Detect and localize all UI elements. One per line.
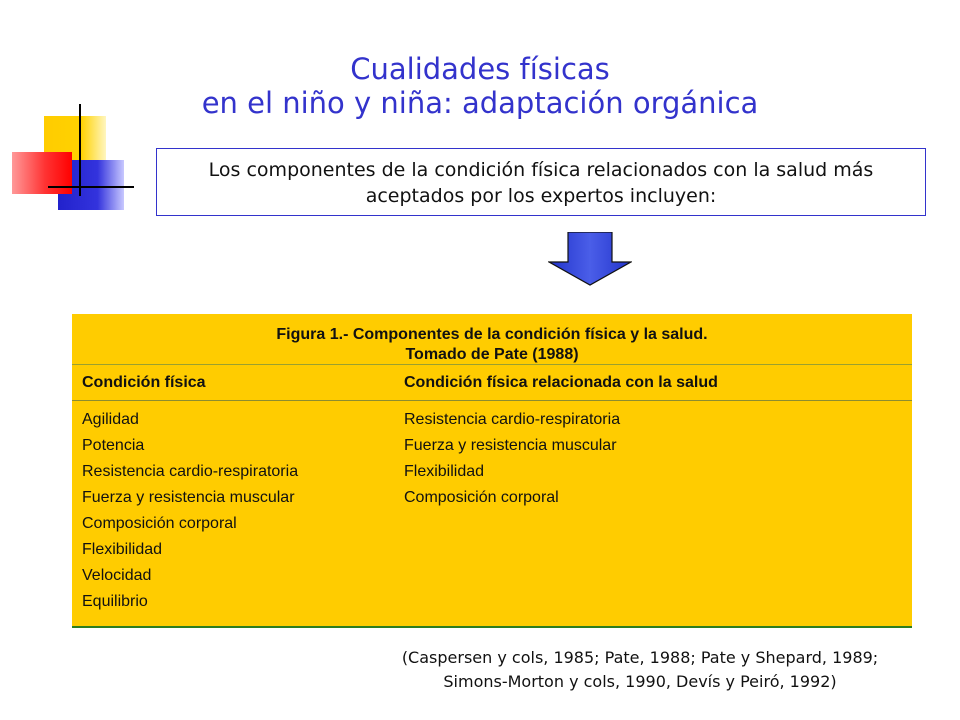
citation-line-2: Simons-Morton y cols, 1990, Devís y Peiró, 1992) — [443, 672, 837, 691]
column-header-condicion-salud: Condición física relacionada con la salud — [404, 374, 718, 391]
list-item: Composición corporal — [404, 489, 559, 506]
list-item: Flexibilidad — [82, 541, 163, 558]
list-item: Composición corporal — [82, 515, 237, 532]
figure-table — [72, 314, 912, 628]
list-item: Potencia — [82, 437, 145, 454]
table-header-row — [72, 365, 912, 401]
list-condicion-fisica — [82, 407, 298, 615]
intro-line-1: Los componentes de la condición física relacionados con la salud más — [208, 159, 874, 181]
list-item: Resistencia cardio-respiratoria — [404, 411, 621, 428]
list-item: Velocidad — [82, 567, 152, 584]
down-arrow-icon — [548, 232, 632, 286]
list-item: Flexibilidad — [404, 463, 485, 480]
figure-caption-line-1: Figura 1.- Componentes de la condición física y la salud. — [276, 326, 708, 343]
list-item: Fuerza y resistencia muscular — [82, 489, 295, 506]
list-item: Equilibrio — [82, 593, 148, 610]
list-condicion-salud — [404, 407, 620, 511]
title-line-1: Cualidades físicas — [350, 52, 610, 86]
intro-line-2: aceptados por los expertos incluyen: — [365, 185, 717, 207]
intro-box — [156, 148, 926, 216]
list-item: Agilidad — [82, 411, 139, 428]
decorative-horizontal-line — [48, 186, 134, 188]
decorative-vertical-line — [79, 104, 81, 196]
column-header-condicion-fisica: Condición física — [82, 374, 206, 391]
list-item: Resistencia cardio-respiratoria — [82, 463, 299, 480]
figure-caption — [72, 314, 912, 365]
citation — [330, 646, 950, 694]
list-item: Fuerza y resistencia muscular — [404, 437, 617, 454]
title-line-2: en el niño y niña: adaptación orgánica — [201, 86, 759, 120]
slide-title — [0, 52, 960, 120]
figure-caption-line-2: Tomado de Pate (1988) — [405, 346, 579, 363]
citation-line-1: (Caspersen y cols, 1985; Pate, 1988; Pate y Shepard, 1989; — [401, 648, 879, 667]
